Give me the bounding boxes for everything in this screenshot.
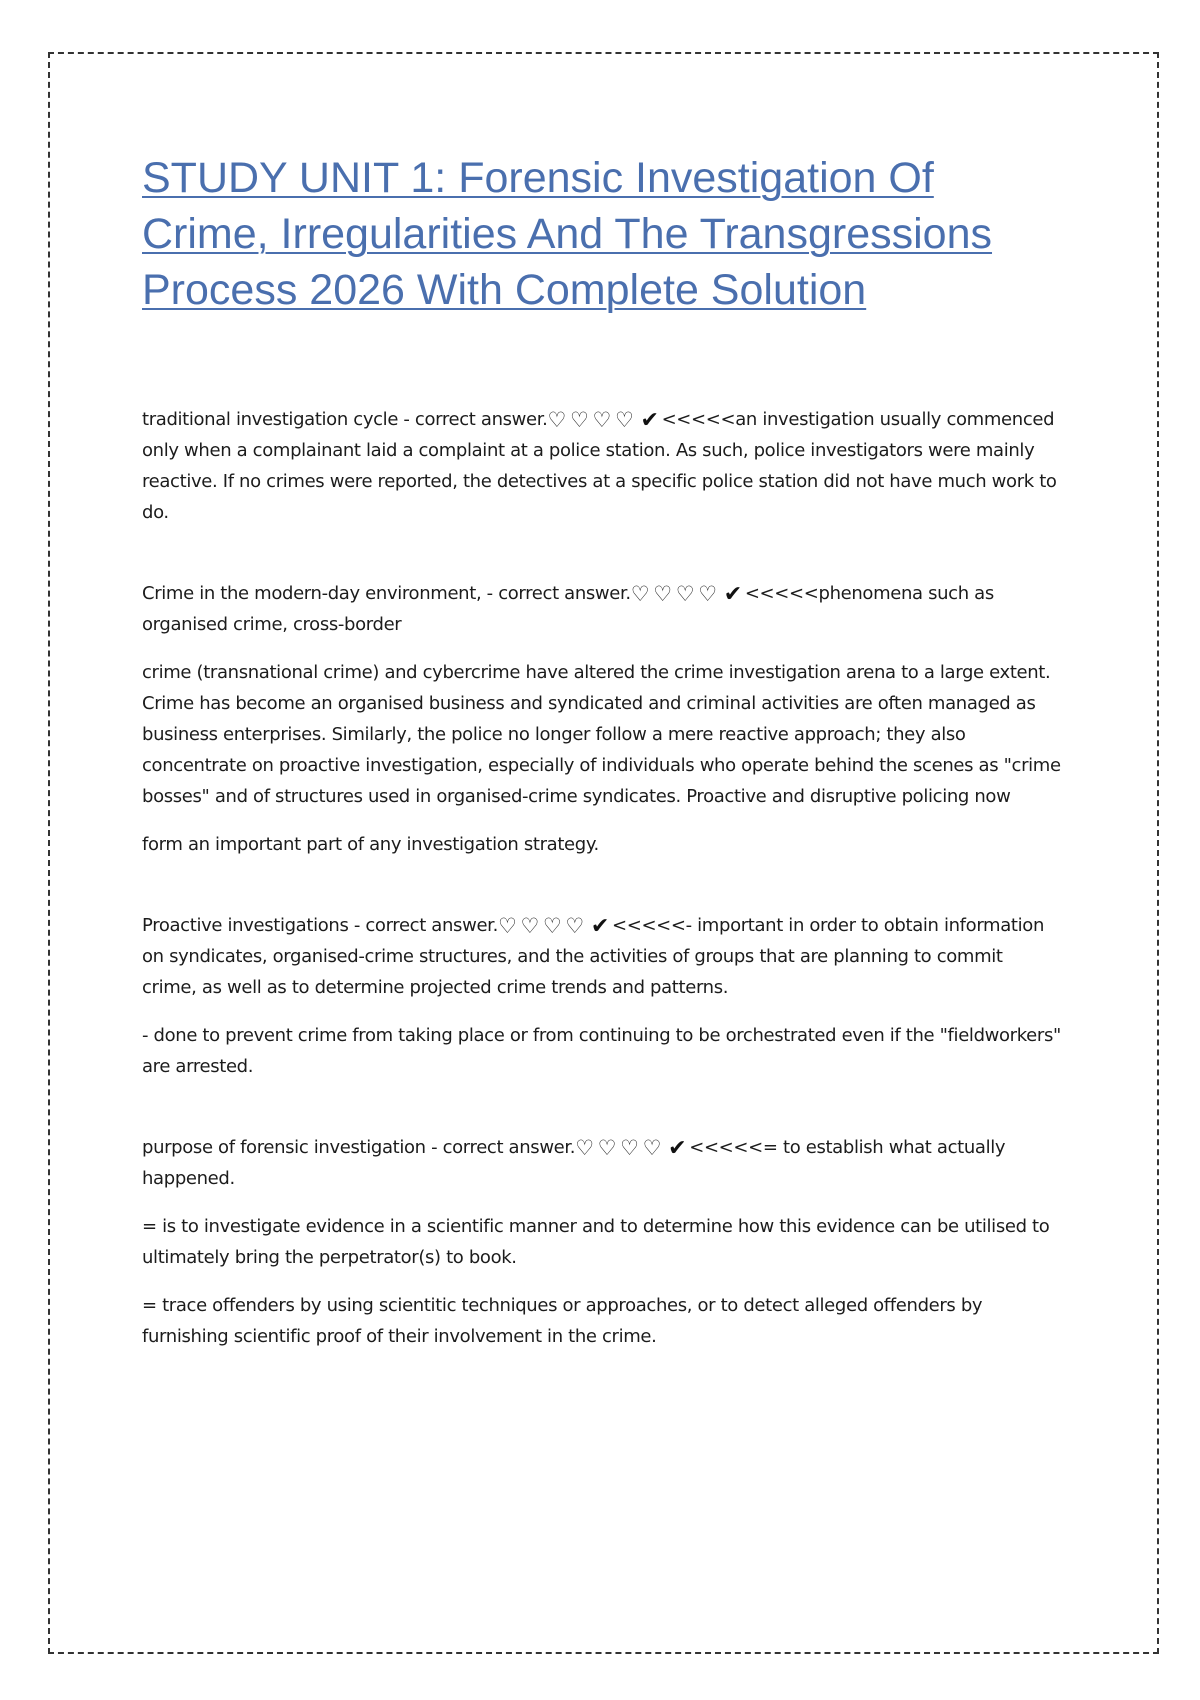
qa-question-line — [142, 1132, 1062, 1194]
check-mark-icon: ✔ — [590, 914, 609, 939]
qa-question-line — [142, 404, 1062, 528]
answer-text: <<<<<= to establish what actually happened. — [142, 1137, 1006, 1189]
heart-outline-icon: ♡ — [630, 582, 650, 606]
term-label: purpose of forensic investigation - correct answer. — [142, 1137, 576, 1158]
heart-outline-icon: ♡ — [620, 1136, 639, 1160]
term-label: Crime in the modern-day environment, - correct answer. — [142, 583, 631, 604]
qa-entry — [142, 910, 1062, 1082]
document-body — [142, 150, 1062, 1402]
heart-outline-icon: ♡ — [520, 914, 539, 938]
answer-text: <<<<<an investigation usually commenced only when a complainant laid a complaint at a police station. As such, police investigators were mainly reactive. If no crimes were reported, the detectives at a specific police station did not have much work to do. — [142, 409, 1057, 523]
heart-outline-icon: ♡ — [547, 408, 567, 432]
answer-text: <<<<<phenomena such as organised crime, cross-border — [142, 583, 994, 635]
heart-outline-icon: ♡ — [497, 914, 517, 938]
answer-paragraph: form an important part of any investigation strategy. — [142, 834, 599, 855]
qa-entry — [142, 578, 1062, 860]
heart-outline-icon: ♡ — [614, 408, 634, 432]
heart-outline-icon: ♡ — [698, 582, 717, 606]
heart-outline-icon: ♡ — [597, 1136, 617, 1160]
check-mark-icon: ✔ — [640, 408, 659, 433]
heart-outline-icon: ♡ — [542, 914, 562, 938]
heart-outline-icon: ♡ — [653, 582, 672, 606]
document-title[interactable]: STUDY UNIT 1: Forensic Investigation Of Crime, Irregularities And The Transgressions Process 2026 With Complete Solution — [142, 154, 993, 314]
heart-outline-icon: ♡ — [575, 1136, 594, 1160]
qa-question-line — [142, 910, 1062, 1003]
check-mark-icon: ✔ — [668, 1136, 687, 1161]
term-label: traditional investigation cycle - correct answer. — [142, 409, 548, 430]
qa-question-line — [142, 578, 1062, 640]
answer-paragraph: - done to prevent crime from taking place or from continuing to be orchestrated even if the "fieldworkers" are arrested. — [142, 1025, 1061, 1077]
answer-paragraph: = trace offenders by using scientitic techniques or approaches, or to detect alleged offenders by furnishing scientific proof of their involvement in the crime. — [142, 1295, 983, 1347]
heart-outline-icon: ♡ — [570, 408, 589, 432]
answer-paragraph: = is to investigate evidence in a scientific manner and to determine how this evidence can be utilised to ultimately bring the perpetrator(s) to book. — [142, 1216, 1050, 1268]
heart-outline-icon: ♡ — [675, 582, 695, 606]
heart-outline-icon: ♡ — [642, 1136, 662, 1160]
heart-outline-icon: ♡ — [565, 914, 584, 938]
qa-entry — [142, 404, 1062, 528]
heart-outline-icon: ♡ — [592, 408, 611, 432]
qa-entry — [142, 1132, 1062, 1352]
check-mark-icon: ✔ — [723, 582, 742, 607]
term-label: Proactive investigations - correct answer. — [142, 915, 498, 936]
answer-text: <<<<<- important in order to obtain information on syndicates, organised-crime structures, and the activities of groups that are planning to commit crime, as well as to determine projected crime trends and patterns. — [142, 915, 1044, 998]
answer-paragraph: crime (transnational crime) and cybercrime have altered the crime investigation arena to a large extent. Crime has become an organised business and syndicated and criminal activities are often managed as business enterprises. Similarly, the police no longer follow a mere reactive approach; they also concentrate on proactive investigation, especially of individuals who operate behind the scenes as "crime bosses" and of structures used in organised-crime syndicates. Proactive and disruptive policing now — [142, 662, 1061, 807]
